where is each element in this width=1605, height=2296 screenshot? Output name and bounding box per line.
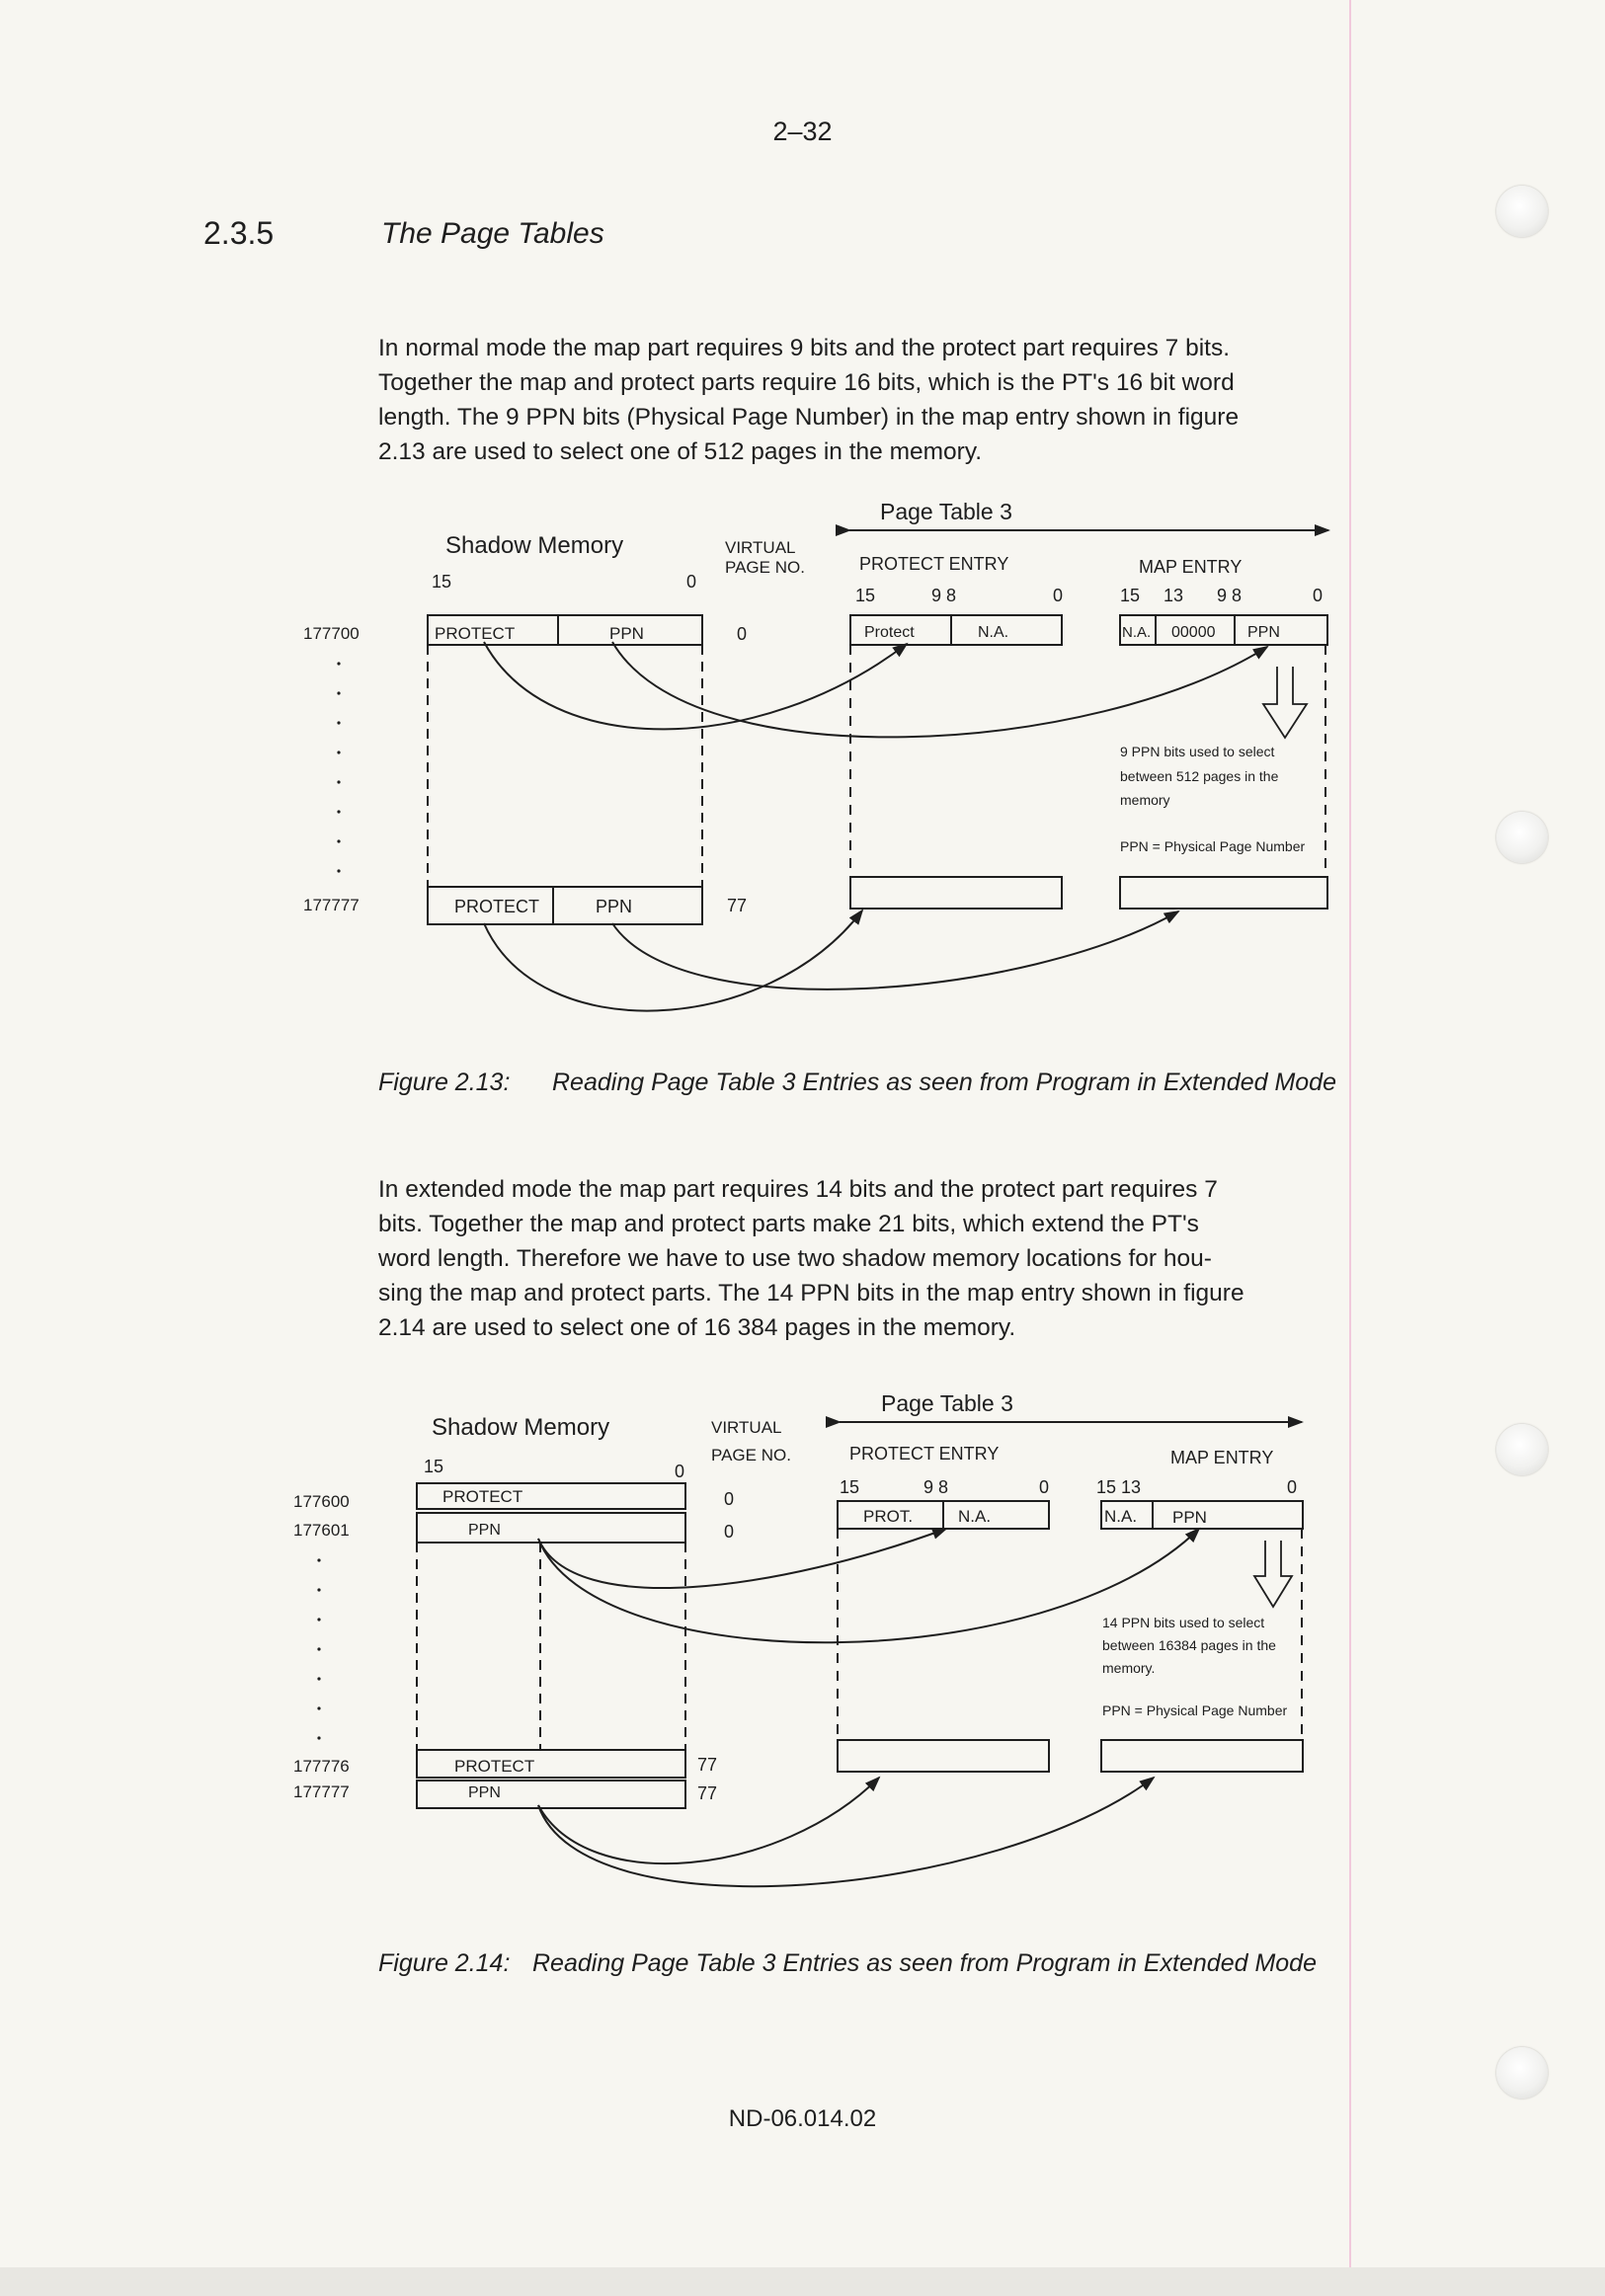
caption-label: Figure 2.14:	[378, 1949, 511, 1977]
note-line: 9 PPN bits used to select	[1120, 744, 1275, 759]
virtual-page-label-2: PAGE NO.	[725, 558, 805, 577]
protect-entry-box-bottom	[850, 877, 1062, 909]
paragraph-line: length. The 9 PPN bits (Physical Page Number) in the map entry shown in figure	[378, 404, 1240, 431]
virtual-page-label-1: VIRTUAL	[725, 538, 796, 557]
virtual-page-number: 0	[724, 1522, 735, 1542]
shadow-field: PROTECT	[435, 624, 516, 643]
bit-label: 15	[432, 572, 452, 592]
bit-label: 9 8	[1217, 586, 1243, 605]
map-entry-box-top	[1120, 615, 1327, 645]
protect-entry-box-bottom	[838, 1740, 1049, 1772]
curve-ppn-top	[538, 1529, 1199, 1642]
binder-hole-1	[1496, 186, 1548, 237]
bit-label: 0	[1313, 586, 1324, 605]
shadow-field: PPN	[596, 897, 633, 916]
note-line: 14 PPN bits used to select	[1102, 1615, 1265, 1630]
virtual-page-number: 77	[697, 1755, 718, 1775]
shadow-row-ppn-bottom	[417, 1781, 685, 1808]
protect-field: N.A.	[958, 1507, 992, 1526]
shadow-field: PROTECT	[442, 1487, 523, 1506]
bit-label: 9 8	[931, 586, 957, 605]
figure-2-13-caption	[378, 1065, 1386, 1144]
virtual-page-number: 77	[727, 896, 748, 915]
shadow-field: PPN	[468, 1784, 501, 1801]
address-label: 177600	[293, 1492, 350, 1511]
map-field: N.A.	[1104, 1507, 1138, 1526]
map-field: 00000	[1171, 624, 1216, 641]
curve-protect-top	[538, 1529, 946, 1588]
bit-label: 15	[1120, 586, 1141, 605]
protect-field: N.A.	[978, 624, 1009, 641]
protect-entry-label: PROTECT ENTRY	[849, 1444, 1000, 1464]
continuation-dots	[317, 1558, 320, 1739]
virtual-page-label-2: PAGE NO.	[711, 1446, 791, 1465]
shadow-field: PPN	[609, 624, 644, 643]
virtual-page-number: 0	[737, 624, 748, 644]
protect-field: PROT.	[863, 1507, 914, 1526]
curve-ppn-bottom	[612, 911, 1178, 990]
bit-label: 13	[1164, 586, 1184, 605]
shadow-memory-label: Shadow Memory	[432, 1414, 610, 1441]
paragraph-line: In extended mode the map part requires 14 bits and the protect part requires 7	[378, 1176, 1218, 1203]
bit-label: 15	[855, 586, 876, 605]
down-arrow	[1263, 667, 1307, 738]
virtual-page-number: 0	[724, 1489, 735, 1509]
continuation-dots	[337, 662, 340, 872]
shadow-row-ppn-top	[417, 1513, 685, 1543]
shadow-field: PROTECT	[454, 897, 540, 916]
paragraph-line: 2.13 are used to select one of 512 pages in the memory.	[378, 438, 983, 465]
note-line: between 512 pages in the	[1120, 768, 1279, 784]
shadow-field: PROTECT	[454, 1757, 535, 1776]
page-table-label: Page Table 3	[880, 499, 1012, 524]
map-entry-label: MAP ENTRY	[1139, 557, 1243, 577]
bit-label: 9 8	[923, 1477, 949, 1497]
figure-2-14-caption	[378, 1945, 1386, 1985]
page-number: 2–32	[772, 117, 833, 146]
map-field: N.A.	[1122, 624, 1152, 641]
figure-2-13-diagram	[0, 484, 1605, 1037]
bit-label: 15 13	[1096, 1477, 1142, 1497]
paragraph-normal-mode	[378, 331, 1346, 469]
bit-label: 0	[1039, 1477, 1050, 1497]
address-label: 177776	[293, 1757, 350, 1776]
figure-2-14-diagram	[0, 1378, 1605, 1911]
down-arrow	[1254, 1541, 1292, 1607]
curve-protect-bottom	[484, 910, 862, 1011]
address-label: 177601	[293, 1521, 350, 1540]
map-entry-label: MAP ENTRY	[1170, 1448, 1274, 1467]
binder-hole-4	[1496, 2047, 1548, 2098]
note-line: memory.	[1102, 1660, 1156, 1676]
page-bottom-edge	[0, 2267, 1605, 2296]
protect-entry-label: PROTECT ENTRY	[859, 554, 1009, 574]
page-table-label: Page Table 3	[881, 1390, 1013, 1416]
address-label: 177777	[303, 896, 360, 914]
map-field: PPN	[1247, 624, 1280, 641]
caption-text: Reading Page Table 3 Entries as seen from Program in Extended Mode	[552, 1069, 1336, 1096]
map-entry-box-bottom	[1101, 1740, 1303, 1772]
paragraph-line: word length. Therefore we have to use two shadow memory locations for hou-	[378, 1245, 1212, 1272]
bit-label: 0	[1053, 586, 1064, 605]
document-footer: ND-06.014.02	[728, 2105, 877, 2132]
map-entry-box-bottom	[1120, 877, 1327, 909]
paragraph-line: 2.14 are used to select one of 16 384 pages in the memory.	[378, 1314, 1016, 1341]
ppn-definition: PPN = Physical Page Number	[1102, 1702, 1288, 1718]
bit-label: 15	[840, 1477, 860, 1497]
paragraph-line: In normal mode the map part requires 9 bits and the protect part requires 7 bits.	[378, 335, 1231, 361]
bit-label: 15	[424, 1457, 444, 1476]
address-label: 177700	[303, 624, 360, 643]
bit-label: 0	[686, 572, 697, 592]
paragraph-line: Together the map and protect parts require 16 bits, which is the PT's 16 bit word	[378, 369, 1235, 396]
paragraph-line: sing the map and protect parts. The 14 PPN bits in the map entry shown in figure	[378, 1280, 1244, 1306]
shadow-memory-label: Shadow Memory	[445, 532, 624, 559]
ppn-definition: PPN = Physical Page Number	[1120, 838, 1306, 854]
map-field: PPN	[1172, 1508, 1207, 1527]
curve-ppn-bottom	[538, 1778, 1154, 1886]
section-title: The Page Tables	[381, 217, 604, 250]
note-line: between 16384 pages in the	[1102, 1637, 1276, 1653]
curve-protect-top	[484, 642, 907, 729]
paragraph-extended-mode	[378, 1172, 1346, 1345]
caption-label: Figure 2.13:	[378, 1069, 511, 1096]
bit-label: 0	[1287, 1477, 1298, 1497]
caption-text: Reading Page Table 3 Entries as seen from Program in Extended Mode	[532, 1949, 1317, 1977]
curve-ppn-top	[612, 642, 1267, 737]
bit-label: 0	[675, 1462, 685, 1481]
virtual-page-label-1: VIRTUAL	[711, 1418, 782, 1437]
section-number: 2.3.5	[203, 215, 275, 251]
paragraph-line: bits. Together the map and protect parts make 21 bits, which extend the PT's	[378, 1211, 1199, 1237]
note-line: memory	[1120, 792, 1170, 808]
virtual-page-number: 77	[697, 1783, 718, 1803]
protect-field: Protect	[864, 624, 915, 641]
address-label: 177777	[293, 1782, 350, 1801]
shadow-field: PPN	[468, 1522, 501, 1539]
